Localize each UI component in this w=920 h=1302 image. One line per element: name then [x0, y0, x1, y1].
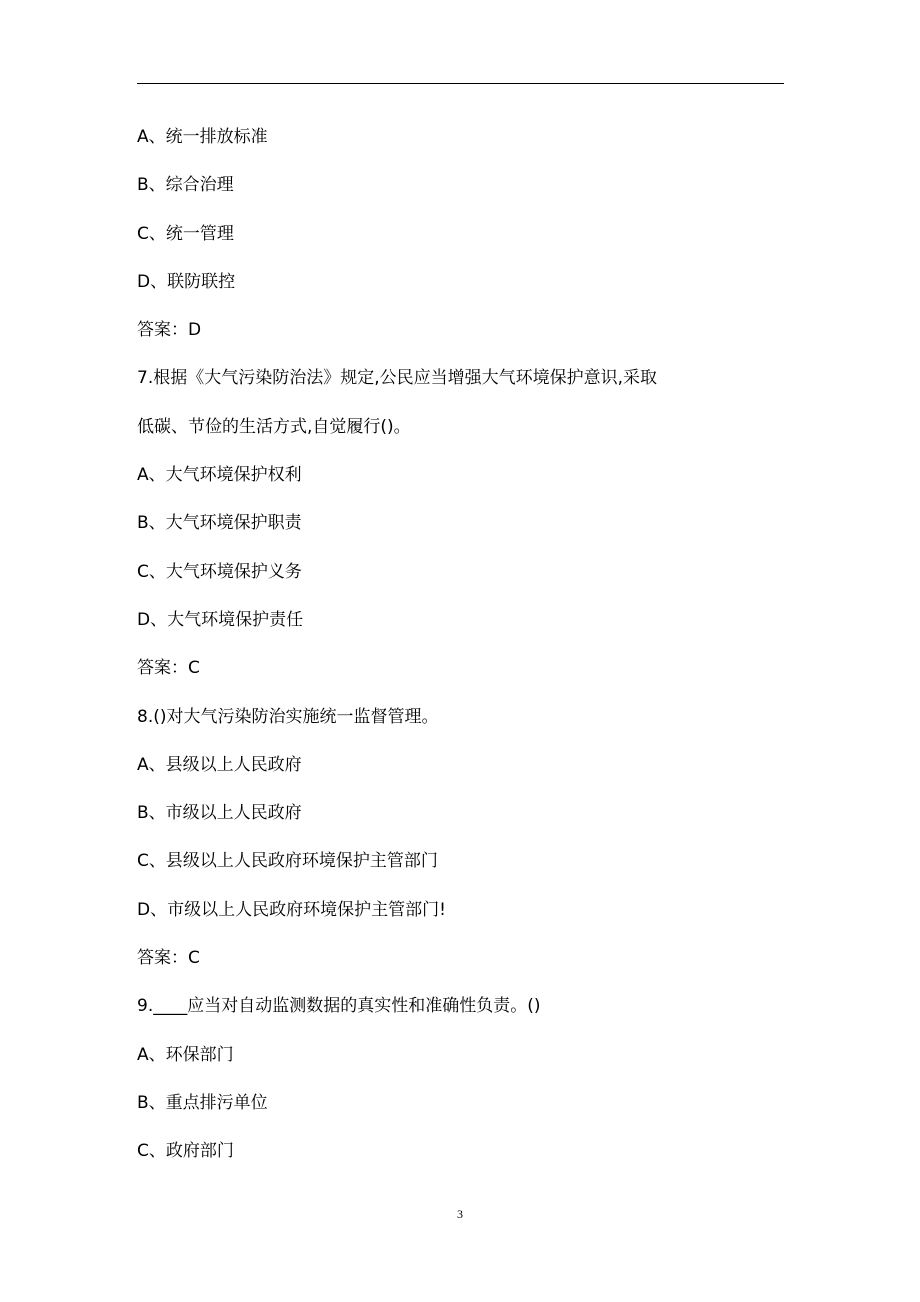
- header-rule: [137, 83, 784, 84]
- option-7d: D、大气环境保护责任: [137, 609, 304, 630]
- option-7c: C、大气环境保护义务: [137, 561, 302, 582]
- question-8: 8.()对大气污染防治实施统一监督管理。: [137, 706, 439, 727]
- option-8d: D、市级以上人民政府环境保护主管部门!: [137, 899, 446, 920]
- option-8c: C、县级以上人民政府环境保护主管部门: [137, 851, 438, 872]
- option-6a: A、统一排放标准: [137, 127, 268, 147]
- option-9b: B、重点排污单位: [137, 1092, 268, 1113]
- option-9a: A、环保部门: [137, 1044, 234, 1065]
- option-7b: B、大气环境保护职责: [137, 513, 302, 534]
- option-9c: C、政府部门: [137, 1141, 234, 1162]
- option-8a: A、县级以上人民政府: [137, 754, 302, 775]
- question-7-line-1: 7.根据《大气污染防治法》规定,公民应当增强大气环境保护意识,采取: [137, 368, 658, 389]
- question-7-line-2: 低碳、节俭的生活方式,自觉履行()。: [137, 416, 411, 437]
- option-6c: C、统一管理: [137, 223, 234, 244]
- option-7a: A、大气环境保护权利: [137, 465, 302, 486]
- answer-6: 答案：D: [137, 320, 202, 341]
- option-8b: B、市级以上人民政府: [137, 803, 302, 824]
- page-content: [137, 113, 784, 1176]
- answer-7: 答案：C: [137, 658, 200, 679]
- question-9: 9.____应当对自动监测数据的真实性和准确性负责。(): [137, 996, 541, 1017]
- option-6b: B、综合治理: [137, 175, 234, 196]
- option-6d: D、联防联控: [137, 271, 236, 292]
- answer-8: 答案：C: [137, 948, 200, 969]
- page-number: 3: [457, 1207, 463, 1221]
